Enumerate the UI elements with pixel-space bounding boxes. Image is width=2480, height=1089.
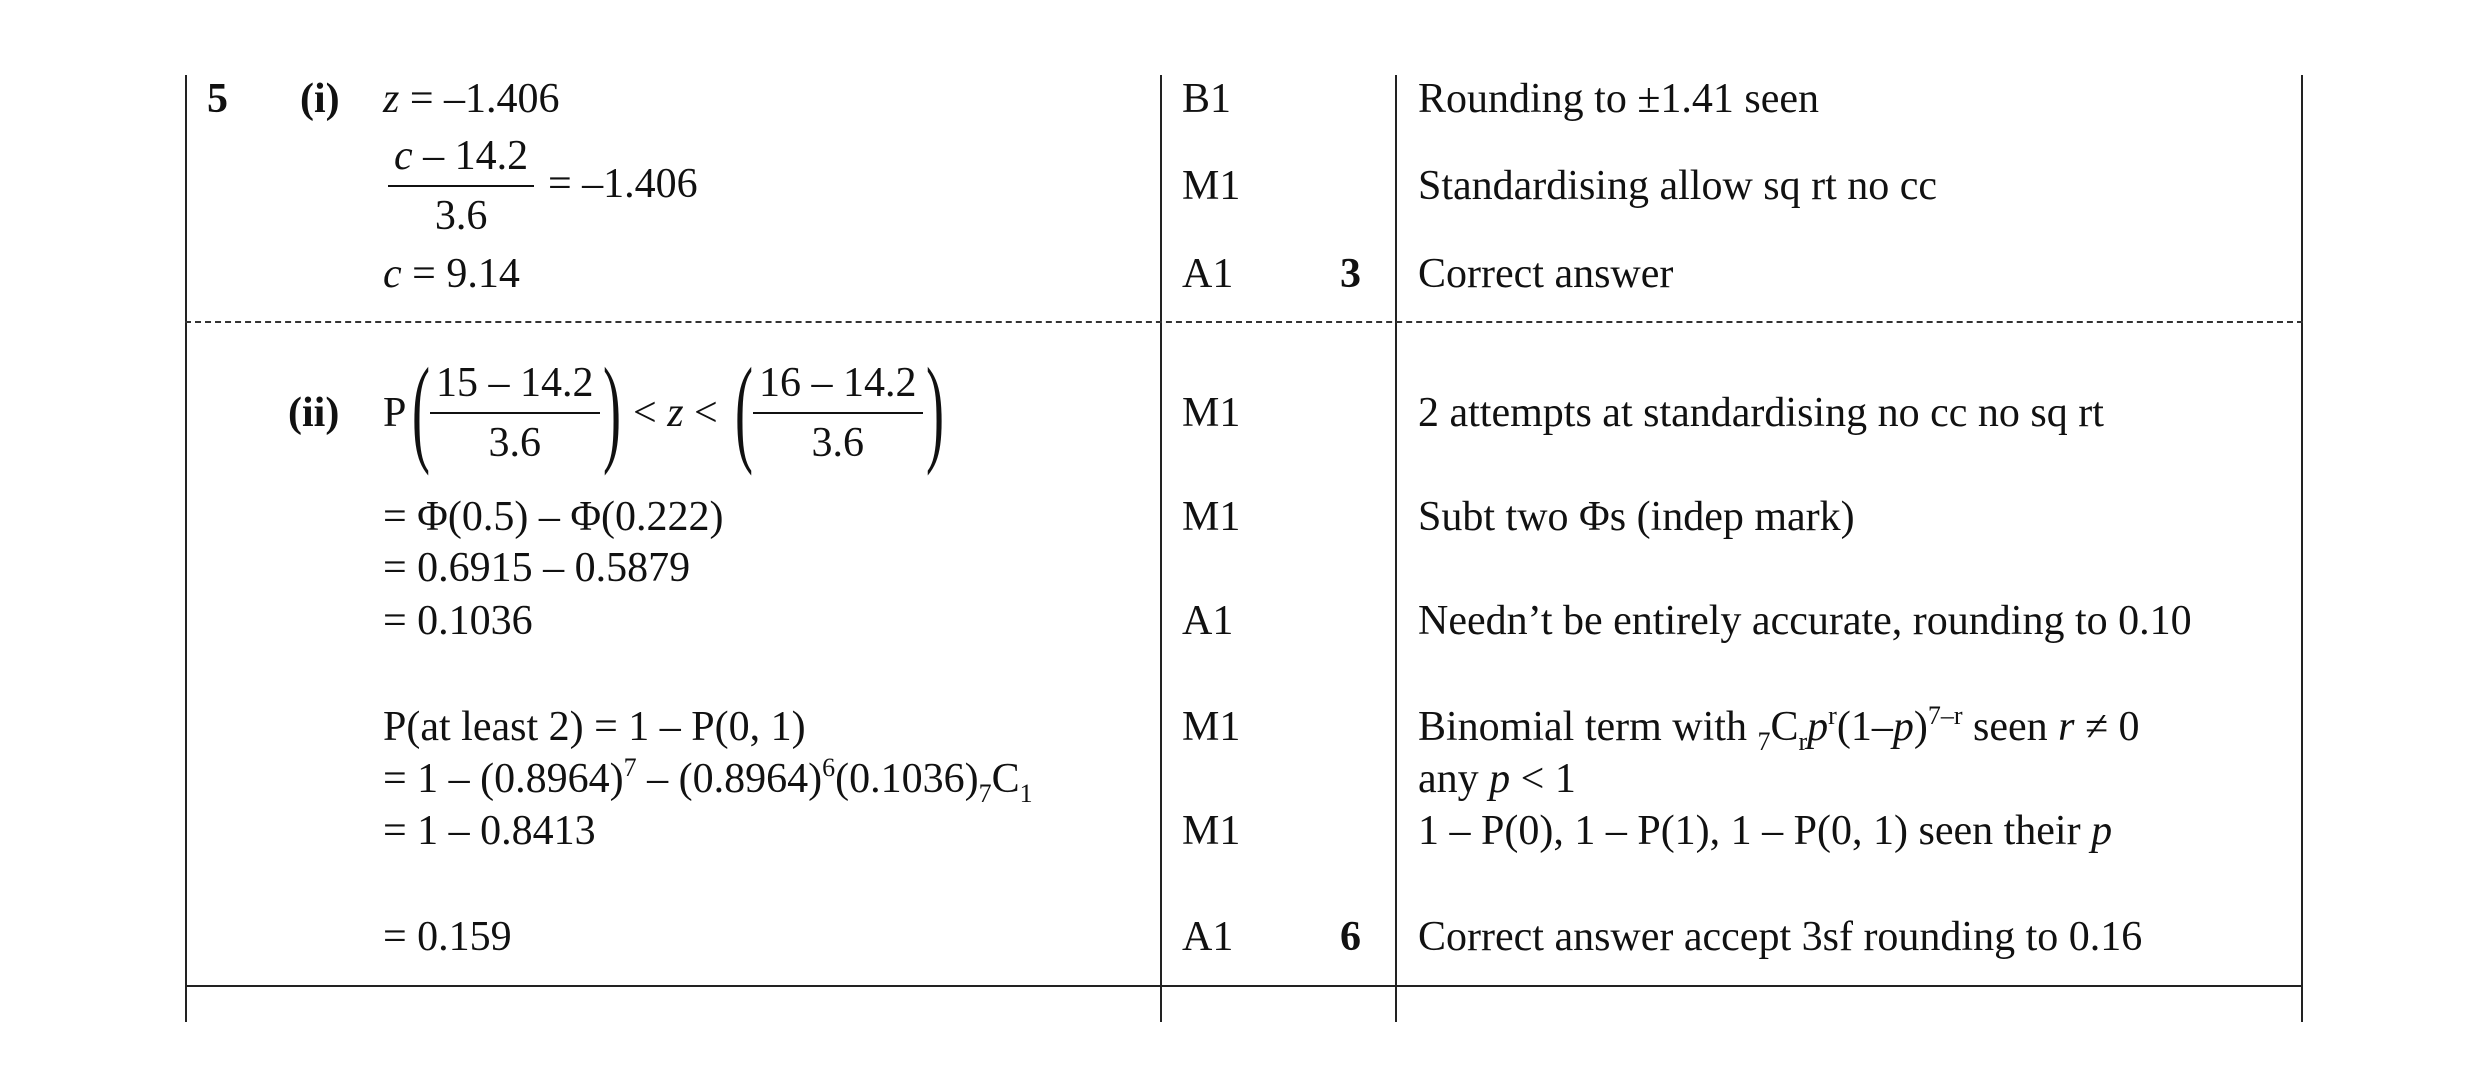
guidance-note: 2 attempts at standardising no cc no sq rt bbox=[1418, 390, 2104, 436]
guidance-note: Rounding to ±1.41 seen bbox=[1418, 76, 1820, 122]
part-i-c-value: = 9.14 bbox=[401, 251, 520, 297]
part-divider-dashed bbox=[185, 321, 2303, 323]
var-z: z bbox=[383, 76, 400, 122]
table-border-right bbox=[2301, 75, 2303, 1022]
working-line: = Φ(0.5) – Φ(0.222) bbox=[383, 494, 724, 540]
left-paren: ( bbox=[735, 343, 753, 476]
mark-code: M1 bbox=[1182, 390, 1241, 436]
mark-code: A1 bbox=[1182, 598, 1234, 644]
var-r: r bbox=[2058, 704, 2075, 750]
text-part: any bbox=[1418, 756, 1490, 802]
var-p: p bbox=[2091, 808, 2113, 854]
text-part: = 1 – (0.8964) bbox=[383, 756, 624, 802]
fraction-bar bbox=[430, 412, 600, 414]
right-paren: ) bbox=[926, 343, 944, 476]
var-p: p bbox=[1892, 704, 1914, 750]
table-bottom-rule bbox=[185, 985, 2303, 987]
var-c: c bbox=[383, 251, 402, 297]
var-p: p bbox=[1489, 756, 1511, 802]
working-line: = 0.159 bbox=[383, 914, 512, 960]
var-z: z bbox=[667, 390, 684, 436]
fraction-denominator: 3.6 bbox=[488, 420, 541, 466]
guidance-note-binomial bbox=[1418, 701, 2140, 756]
question-number: 5 bbox=[207, 76, 228, 122]
column-divider-answer bbox=[1160, 75, 1162, 1022]
working-line: = 0.1036 bbox=[383, 598, 533, 644]
part-i-c-line bbox=[383, 253, 520, 295]
fraction-denominator: 3.6 bbox=[434, 193, 488, 239]
exponent: 7 bbox=[623, 753, 637, 782]
guidance-note bbox=[1418, 758, 1576, 800]
text-part: ≠ 0 bbox=[2074, 704, 2140, 750]
part-i-label: (i) bbox=[300, 76, 340, 122]
working-line: P(at least 2) = 1 – P(0, 1) bbox=[383, 704, 806, 750]
less-than: < bbox=[633, 390, 668, 436]
numerator-rest: – 14.2 bbox=[412, 133, 529, 179]
fraction-numerator bbox=[388, 135, 534, 177]
part-ii-fraction-lower bbox=[430, 362, 600, 464]
mark-code: M1 bbox=[1182, 808, 1241, 854]
var-c: c bbox=[394, 133, 413, 179]
binomial-working-line bbox=[383, 753, 1033, 808]
subscript: 7 bbox=[1757, 727, 1771, 756]
probability-prefix: P bbox=[383, 390, 407, 436]
text-part: C bbox=[1770, 704, 1799, 750]
less-than: < bbox=[683, 390, 718, 436]
guidance-note: Standardising allow sq rt no cc bbox=[1418, 163, 1938, 209]
text-part: ) bbox=[1913, 704, 1928, 750]
working-line: = 1 – 0.8413 bbox=[383, 808, 596, 854]
text-part: (0.1036) bbox=[835, 756, 979, 802]
part-ii-fraction-upper bbox=[753, 362, 923, 464]
left-paren: ( bbox=[412, 343, 430, 476]
text-part: seen bbox=[1962, 704, 2059, 750]
mark-code: M1 bbox=[1182, 704, 1241, 750]
part-ii-label: (ii) bbox=[288, 390, 340, 436]
fraction-numerator: 16 – 14.2 bbox=[759, 360, 917, 406]
guidance-note: Subt two Φs (indep mark) bbox=[1418, 494, 1855, 540]
mark-code: A1 bbox=[1182, 914, 1234, 960]
fraction-bar bbox=[388, 185, 534, 187]
mark-code: A1 bbox=[1182, 251, 1234, 297]
fraction-numerator: 15 – 14.2 bbox=[436, 360, 594, 406]
right-paren: ) bbox=[603, 343, 621, 476]
table-border-left bbox=[185, 75, 187, 1022]
part-i-total: 3 bbox=[1340, 251, 1361, 297]
var-p: p bbox=[1807, 704, 1829, 750]
inequality-middle bbox=[633, 392, 718, 434]
text-part: Binomial term with bbox=[1418, 704, 1758, 750]
text-part: (1– bbox=[1836, 704, 1893, 750]
fraction-denominator: 3.6 bbox=[811, 420, 864, 466]
text-part: – (0.8964) bbox=[636, 756, 823, 802]
fraction-bar bbox=[753, 412, 923, 414]
guidance-note: Correct answer accept 3sf rounding to 0.16 bbox=[1418, 914, 2143, 960]
guidance-note: Correct answer bbox=[1418, 251, 1674, 297]
guidance-note bbox=[1418, 810, 2112, 852]
working-line: = 0.6915 – 0.5879 bbox=[383, 545, 691, 591]
subscript: r bbox=[1798, 727, 1808, 756]
part-ii-total: 6 bbox=[1340, 914, 1361, 960]
text-part: C bbox=[991, 756, 1020, 802]
part-i-z-line bbox=[383, 78, 560, 120]
column-divider-marks bbox=[1395, 75, 1397, 1022]
subscript: 7 bbox=[978, 779, 992, 808]
text-part: < 1 bbox=[1510, 756, 1576, 802]
part-i-fraction-rhs: = –1.406 bbox=[548, 161, 698, 207]
part-i-standardising-fraction bbox=[388, 135, 534, 237]
text-part: 1 – P(0), 1 – P(1), 1 – P(0, 1) seen their bbox=[1418, 808, 2092, 854]
part-i-z-value: = –1.406 bbox=[399, 76, 560, 122]
exponent: 7–r bbox=[1927, 701, 1963, 730]
exponent: r bbox=[1828, 701, 1837, 730]
subscript: 1 bbox=[1019, 779, 1033, 808]
mark-code: M1 bbox=[1182, 163, 1241, 209]
exponent: 6 bbox=[822, 753, 836, 782]
mark-code: B1 bbox=[1182, 76, 1232, 122]
guidance-note: Needn’t be entirely accurate, rounding to 0.10 bbox=[1418, 598, 2192, 644]
mark-code: M1 bbox=[1182, 494, 1241, 540]
